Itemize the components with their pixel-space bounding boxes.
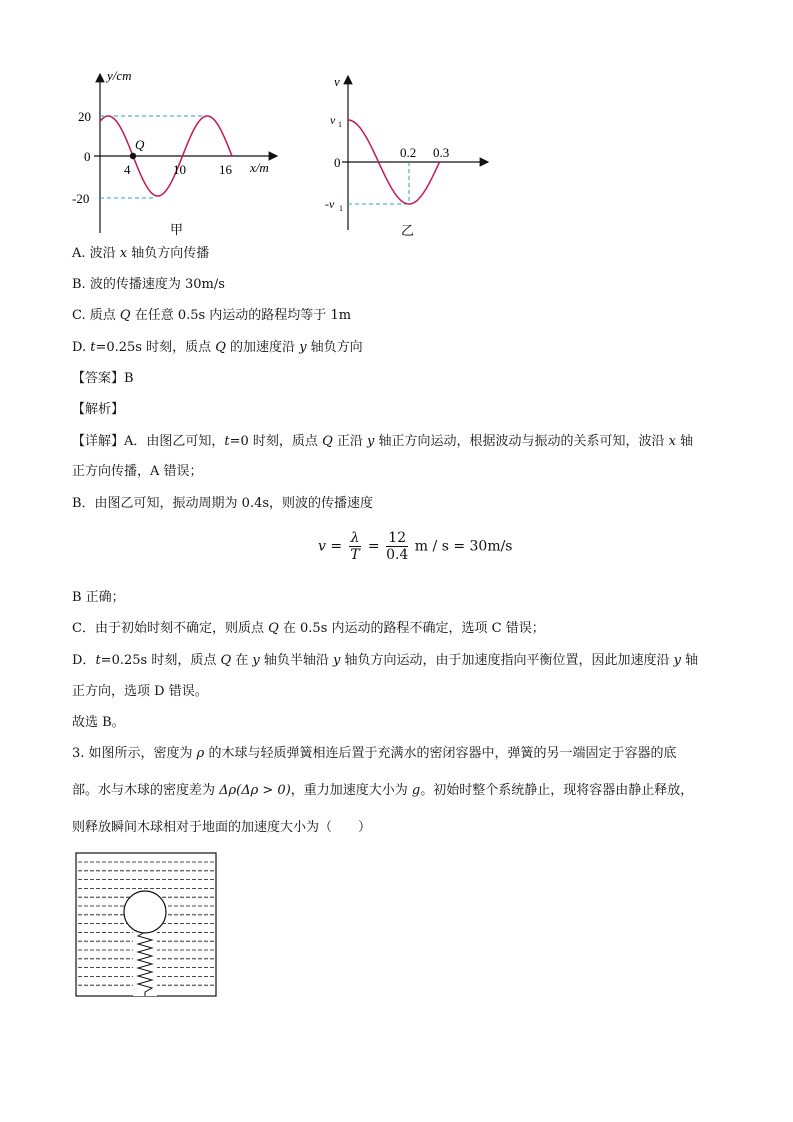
detail-d-line1: D．t=0.25s 时刻，质点 Q 在 y 轴负半轴沿 y 轴负方向运动，由于加速度指向平衡位置，因此加速度沿 y 轴 [72,653,699,668]
q3-line3: 则释放瞬间木球相对于地面的加速度大小为（ ） [72,820,372,835]
point-q-label: Q [135,137,145,152]
y-tick-v1: v [330,113,336,127]
figure-caption-yi: 乙 [401,223,415,238]
answer: 【答案】B [72,371,134,386]
x-tick-4: 4 [124,162,131,177]
equation-speed: v = $\frac{\lambda}{T}$ = $\frac{12}{0.4}$ m / s = 30m/s [318,530,513,563]
option-b: B. 波的传播速度为 30m/s [72,277,225,292]
y-tick-v1-sub: 1 [338,120,342,129]
x-tick-16: 16 [219,162,232,177]
y-tick-20: 20 [78,109,91,124]
y-tick-neg-v1: -v [325,197,335,211]
t-tick-0.3: 0.3 [433,145,450,160]
vibration-graph-yi [320,70,495,240]
y-tick-0: 0 [334,155,341,170]
y-tick-neg-v1-sub: 1 [339,204,343,213]
option-c: C. 质点 Q 在任意 0.5s 内运动的路程均等于 1m [72,308,352,323]
point-q [130,153,136,159]
x-axis-label: x/m [250,160,269,175]
q3-line2: 部。水与木球的密度差为 Δρ(Δρ > 0)，重力加速度大小为 g。初始时整个系统静止，现将容器由静止释放， [72,783,694,798]
t-tick-0.2: 0.2 [400,145,417,160]
y-tick-neg20: -20 [72,191,90,206]
figure-caption-jia: 甲 [170,222,184,237]
detail-d-line2: 正方向，选项 D 错误。 [72,684,208,699]
wooden-ball [124,891,166,933]
detail-b: B．由图乙可知，振动周期为 0.4s，则波的传播速度 [72,496,374,511]
detail-a-line2: 正方向传播，A 错误； [72,464,203,479]
detail-conclusion: 故选 B。 [72,715,125,730]
container-figure [75,852,217,998]
wave-graph-jia [72,68,287,243]
detail-a-line1: 【详解】A．由图乙可知，t=0 时刻，质点 Q 正沿 y 轴正方向运动，根据波动与振动的关系可知，波沿 x 轴 [72,434,694,449]
x-tick-10: 10 [173,162,186,177]
y-axis-label: y/cm [107,68,132,83]
option-a: A. 波沿 x 轴负方向传播 [72,246,210,261]
q3-line1: 3. 如图所示，密度为 ρ 的木球与轻质弹簧相连后置于充满水的密闭容器中，弹簧的另一端固定于容器的底 [72,746,677,761]
detail-c: C．由于初始时刻不确定，则质点 Q 在 0.5s 内运动的路程不确定，选项 C 错误； [72,621,545,636]
y-tick-0: 0 [84,149,91,164]
option-d: D. t=0.25s 时刻，质点 Q 的加速度沿 y 轴负方向 [72,340,363,355]
v-axis-label: v [334,74,340,89]
detail-b-conclusion: B 正确； [72,590,125,605]
analysis-label: 【解析】 [72,402,125,417]
